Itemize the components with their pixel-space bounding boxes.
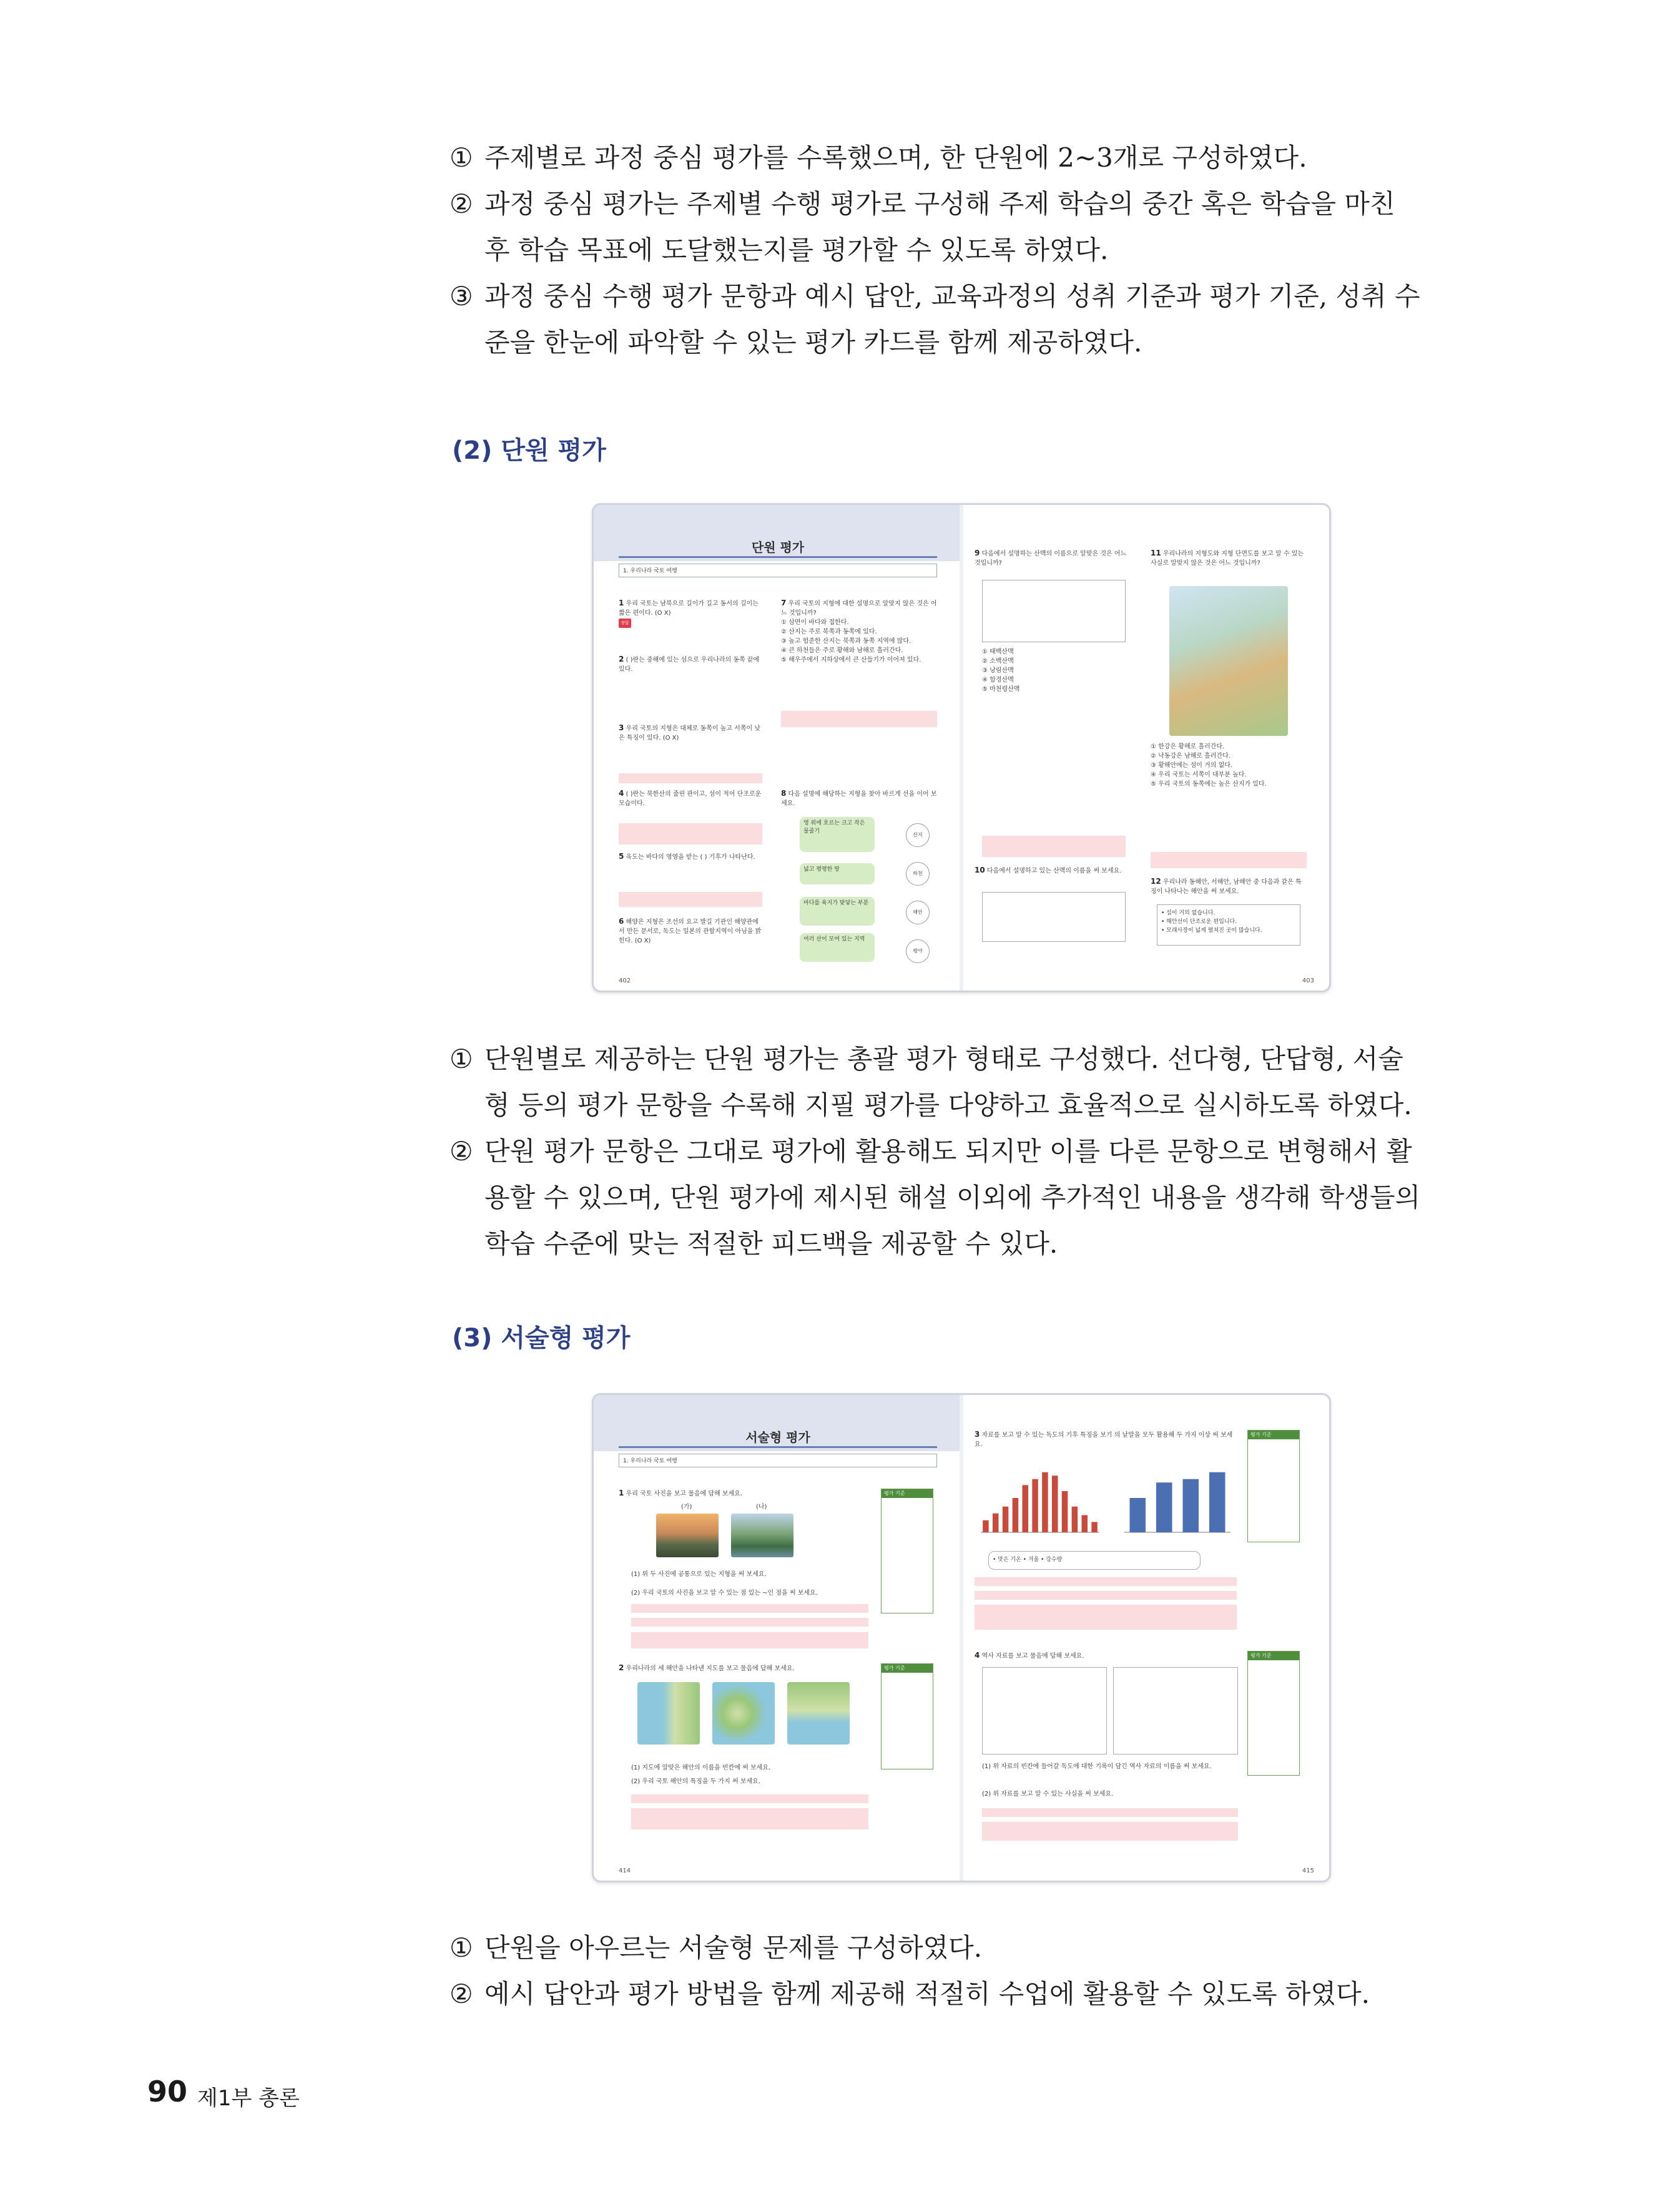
match-item: 여러 산이 모여 있는 지역 xyxy=(800,933,875,962)
question-4-text: 역사 자료를 보고 물음에 답해 보세요. xyxy=(981,1653,1084,1660)
section1-item-2 xyxy=(449,181,1461,273)
chart-bar xyxy=(1062,1491,1068,1532)
coast-map xyxy=(787,1682,850,1745)
item-text: 과정 중심 수행 평가 문항과 예시 답안, 교육과정의 성취 기준과 평가 기준, 성취 수 xyxy=(484,281,1420,311)
match-item: 영 위에 흐르는 크고 작은 물줄기 xyxy=(800,817,875,852)
chart-bar xyxy=(1183,1479,1199,1532)
left-page xyxy=(594,1395,960,1881)
rubric-title: 평가 기준 xyxy=(1248,1652,1299,1660)
page-number-right: 415 xyxy=(1302,1867,1314,1874)
question-1: 1 우리 국토는 남북으로 길이가 길고 동서의 길이는 짧은 편이다. (O X) 정답 xyxy=(619,599,762,628)
explanation-band xyxy=(619,823,762,844)
part-label: 제1부 총론 xyxy=(197,2086,300,2111)
question-1-text: 우리 국토 사진을 보고 물음에 답해 보세요. xyxy=(626,1490,743,1497)
question-8-text: 다음 설명에 해당하는 지형을 찾아 바르게 선을 이어 보세요. xyxy=(781,791,937,807)
question-11-options xyxy=(1151,742,1307,789)
chart-bar xyxy=(1042,1472,1048,1532)
match-target: 해안 xyxy=(906,901,930,924)
question-6: 6 해양은 지형은 조선의 요고 발길 기관인 해양관에서 만든 문서로, 독도는 일본의 관할지역이 아님을 밝힌다. (O X) xyxy=(619,917,762,944)
question-12: 12 우리나라 동해안, 서해안, 남해안 중 다음과 같은 특징이 나타나는 해안을 써 보세요. xyxy=(1151,877,1302,895)
question-2-text: 우리나라의 세 해안을 나타낸 지도를 보고 물음에 답해 보세요. xyxy=(626,1665,795,1672)
question-2-text: ( )란는 중해에 있는 섬으로 우리나라의 동쪽 끝에 있다. xyxy=(619,657,760,673)
item-text-continued: 학습 수준에 맞는 적절한 피드백을 제공할 수 있다. xyxy=(484,1228,1058,1259)
section2-item-2 xyxy=(449,1128,1461,1267)
item-number: ② xyxy=(449,1979,473,2009)
question-1-sub-1: (1) 위 두 사진에 공통으로 있는 지형을 써 보세요. xyxy=(631,1571,767,1578)
item-text-continued: 용할 수 있으며, 단원 평가에 제시된 해설 이외에 추가적인 내용을 생각해 학생들의 xyxy=(484,1182,1421,1213)
rubric-card xyxy=(881,1489,933,1613)
temperature-precip-chart xyxy=(981,1472,1099,1532)
option: ① 한강은 황해로 흘러간다. xyxy=(1151,743,1225,750)
explanation-band xyxy=(631,1794,868,1803)
item-number: ② xyxy=(449,1136,473,1167)
chart-bar xyxy=(1209,1472,1225,1532)
chart-bar xyxy=(1052,1475,1058,1532)
chart-bar xyxy=(1023,1485,1029,1532)
option: ④ 우리 국토는 서쪽이 대부분 높다. xyxy=(1151,771,1247,778)
question-7: 7 우리 국토의 지형에 대한 설명으로 알맞지 않은 것은 어느 것입니까? ① 삼면이 바다와 접한다. ② 산지는 주로 북쪽과 동쪽에 있다. ③ 높고 험준한 산지는 북쪽과 동쪽 지역에 많다. ④ 큰 하천들은 주로 황해와 남해로 흘러간다. ⑤ 해우주에서 지하상에서 큰 산들기가 이어져 있다. xyxy=(781,599,937,663)
item-text: 과정 중심 평가는 주제별 수행 평가로 구성해 주제 학습의 중간 혹은 학습을 마친 xyxy=(484,188,1395,219)
question-9-passage xyxy=(982,580,1126,642)
option: ② 산지는 주로 북쪽과 동쪽에 있다. xyxy=(781,629,877,635)
question-5: 5 육도는 바다의 영영을 받는 ( ) 기후가 나타난다. xyxy=(619,852,755,861)
chart-bar xyxy=(993,1514,999,1532)
question-3: 3 우리 국토의 지형은 대체로 동쪽이 높고 서쪽이 낮은 특징이 있다. (O X) xyxy=(619,723,760,741)
page-number-left: 402 xyxy=(619,977,631,984)
unit-info-bar: 1. 우리나라 국토 여행 xyxy=(619,1454,937,1467)
page-number: 90 xyxy=(147,2075,188,2108)
chart-bar xyxy=(1032,1479,1038,1532)
option: ④ 함경산맥 xyxy=(982,677,1014,683)
question-3-text: 우리 국토의 지형은 대체로 동쪽이 높고 서쪽이 낮은 특징이 있다. xyxy=(619,725,760,741)
question-1: 1 우리 국토 사진을 보고 물음에 답해 보세요. xyxy=(619,1489,743,1497)
coast-map xyxy=(637,1682,700,1745)
landscape-photo xyxy=(731,1514,793,1557)
rubric-card xyxy=(1247,1651,1300,1776)
item-number: ③ xyxy=(449,281,473,311)
question-10: 10 다음에서 설명하고 있는 산맥의 이름을 써 보세요. xyxy=(975,866,1122,874)
question-1-sub-2: (2) 우리 국토의 사진을 보고 알 수 있는 점 있는 ~인 점을 써 보세요. xyxy=(631,1590,818,1597)
right-page xyxy=(963,505,1329,991)
rubric-title: 평가 기준 xyxy=(882,1489,933,1498)
explanation-band xyxy=(619,892,762,907)
history-source xyxy=(982,1667,1107,1754)
question-4-sub-2: (2) 위 자료를 보고 알 수 있는 사실을 써 보세요. xyxy=(982,1791,1114,1798)
unit-eval-spread xyxy=(592,503,1331,992)
item-text-continued: 준을 한눈에 파악할 수 있는 평가 카드를 함께 제공하였다. xyxy=(484,327,1142,358)
section1-list xyxy=(449,135,1461,366)
rubric-card xyxy=(881,1663,933,1769)
explanation-band xyxy=(975,1591,1237,1600)
section-heading-essay-eval: (3) 서술형 평가 xyxy=(452,1324,631,1353)
option: ① 삼면이 바다와 접한다. xyxy=(781,619,849,626)
match-target: 산지 xyxy=(906,823,930,847)
question-4-sub-1: (1) 위 자료의 빈칸에 들어갈 독도에 대한 기록이 담긴 역사 자료의 이름을 써 보세요. xyxy=(982,1763,1212,1770)
question-5-text: 육도는 바다의 영영을 받는 ( ) 기후가 나타난다. xyxy=(626,854,755,861)
question-1-mark: (O X) xyxy=(654,610,671,617)
option: ⑤ 해우주에서 지하상에서 큰 산들기가 이어져 있다. xyxy=(781,657,921,663)
question-1-text: 우리 국토는 남북으로 길이가 길고 동서의 길이는 짧은 편이다. xyxy=(619,600,759,617)
item-number: ① xyxy=(449,1044,473,1074)
match-item: 바다를 육지가 맞닿는 부분 xyxy=(800,897,875,926)
item-number: ① xyxy=(449,142,473,173)
explanation-band xyxy=(631,1808,868,1829)
match-target: 하천 xyxy=(906,862,930,886)
question-2-sub-2: (2) 우리 국토 해안의 특징을 두 가지 써 보세요. xyxy=(631,1778,760,1785)
question-10-passage xyxy=(982,892,1126,942)
chart-bar xyxy=(1130,1498,1146,1532)
section3-item-2 xyxy=(449,1971,1461,2017)
rubric-title: 평가 기준 xyxy=(882,1664,933,1673)
option: ⑤ 우리 국토의 동쪽에는 높은 산지가 있다. xyxy=(1151,781,1267,788)
option: ⑤ 마천령산맥 xyxy=(982,686,1020,693)
question-9: 9 다음에서 설명하는 산맥의 이름으로 알맞은 것은 어느 것입니까? xyxy=(975,549,1127,567)
bullet: • 섬이 거의 없습니다. xyxy=(1161,910,1216,916)
keyword-box xyxy=(988,1551,1201,1570)
question-4: 4 ( )란는 북한산의 줄린 판이고, 섬이 적어 단조로운 모습이다. xyxy=(619,789,762,807)
question-12-text: 우리나라 동해안, 서해안, 남해안 중 다음과 같은 특징이 나타나는 해안을 써 보세요. xyxy=(1151,879,1302,895)
bullet: • 해안선이 단조로운 편입니다. xyxy=(1161,919,1237,925)
unit-eval-title: 단원 평가 xyxy=(751,540,805,555)
question-8: 8 다음 설명에 해당하는 지형을 찾아 바르게 선을 이어 보세요. xyxy=(781,789,937,807)
essay-eval-title: 서술형 평가 xyxy=(745,1430,810,1445)
question-2-sub-1: (1) 지도에 알맞은 해안의 이름을 빈칸에 써 보세요. xyxy=(631,1764,771,1771)
explanation-band xyxy=(982,1808,1238,1817)
photo-label: (가) xyxy=(681,1504,692,1510)
keywords: • 맛은 기온 • 겨울 • 강수량 xyxy=(993,1557,1063,1563)
chart-bar xyxy=(1156,1482,1172,1532)
rubric-card xyxy=(1247,1430,1300,1542)
section1-item-1 xyxy=(449,135,1461,181)
option: ② 소백산맥 xyxy=(982,658,1014,665)
item-text: 단원 평가 문항은 그대로 평가에 활용해도 되지만 이를 다른 문항으로 변형해서 활 xyxy=(484,1136,1412,1167)
explanation-band xyxy=(631,1632,868,1648)
question-11: 11 우리나라의 지형도와 지형 단면도를 보고 알 수 있는 사실로 알맞지 않은 것은 어느 것입니까? xyxy=(1151,549,1304,567)
explanation-band xyxy=(781,711,937,727)
question-12-box xyxy=(1157,904,1300,946)
question-4-text: ( )란는 북한산의 줄린 판이고, 섬이 적어 단조로운 모습이다. xyxy=(619,791,762,807)
explanation-band xyxy=(975,1577,1237,1586)
question-3-mark: (O X) xyxy=(662,735,679,741)
question-3: 3 자료를 보고 알 수 있는 독도의 기후 특징을 보기 의 낱말을 모두 활용해 두 가지 이상 써 보세요. xyxy=(975,1430,1233,1448)
chart-bar xyxy=(1013,1498,1019,1532)
explanation-band xyxy=(975,1605,1237,1630)
question-2: 2 우리나라의 세 해안을 나타낸 지도를 보고 물음에 답해 보세요. xyxy=(619,1663,795,1672)
chart-bar xyxy=(1003,1507,1009,1532)
essay-eval-spread xyxy=(592,1393,1331,1882)
explanation-band xyxy=(1151,852,1307,868)
chart-bar xyxy=(1091,1522,1098,1533)
unit-info-bar: 1. 우리나라 국토 여행 xyxy=(619,564,937,577)
page-number-left: 414 xyxy=(619,1867,631,1874)
explanation-band xyxy=(631,1618,868,1627)
question-2: 2 ( )란는 중해에 있는 섬으로 우리나라의 동쪽 끝에 있다. xyxy=(619,655,760,673)
page-number-right: 403 xyxy=(1302,977,1314,984)
item-number: ② xyxy=(449,188,473,219)
match-item: 넓고 평평한 땅 xyxy=(800,863,875,884)
option: ③ 낭림산맥 xyxy=(982,667,1014,674)
item-text-continued: 후 학습 목표에 도달했는지를 평가할 수 있도록 하였다. xyxy=(484,235,1109,265)
history-source xyxy=(1113,1667,1238,1754)
section2-list xyxy=(449,1036,1461,1267)
question-3-text: 자료를 보고 알 수 있는 독도의 기후 특징을 보기 의 낱말을 모두 활용해 두 가지 이상 써 보세요. xyxy=(975,1432,1233,1448)
explanation-band xyxy=(619,773,762,783)
bullet: • 모래사장이 넓게 펼쳐진 곳이 많습니다. xyxy=(1161,927,1262,934)
chart-bar xyxy=(1072,1507,1078,1532)
chart-bar xyxy=(1082,1515,1088,1533)
section1-item-3 xyxy=(449,273,1461,366)
item-text: 주제별로 과정 중심 평가를 수록했으며, 한 단원에 2~3개로 구성하였다. xyxy=(484,142,1307,173)
option: ② 낙동강은 남해로 흘러간다. xyxy=(1151,753,1230,760)
item-text: 단원을 아우르는 서술형 문제를 구성하였다. xyxy=(484,1932,983,1963)
left-page xyxy=(594,505,960,991)
season-precip-chart xyxy=(1124,1472,1230,1532)
explanation-band xyxy=(982,1822,1238,1841)
coast-map xyxy=(712,1682,775,1745)
option: ③ 높고 험준한 산지는 북쪽과 동쪽 지역에 많다. xyxy=(781,638,911,645)
item-text-continued: 형 등의 평가 문항을 수록해 지필 평가를 다양하고 효율적으로 실시하도록 하였다. xyxy=(484,1090,1412,1120)
landscape-photo xyxy=(656,1514,719,1557)
option: ③ 황해안에는 섬이 거의 없다. xyxy=(1151,762,1233,769)
question-6-mark: (O X) xyxy=(634,937,651,944)
section-heading-unit-eval: (2) 단원 평가 xyxy=(452,436,606,465)
question-6-text: 해양은 지형은 조선의 요고 발길 기관인 해양관에서 만든 문서로, 독도는 일본의 관할지역이 아님을 밝힌다. xyxy=(619,919,762,944)
option: ① 태백산맥 xyxy=(982,648,1014,655)
item-text: 예시 답안과 평가 방법을 함께 제공해 적절히 수업에 활용할 수 있도록 하였다. xyxy=(484,1979,1370,2009)
topographic-map xyxy=(1169,586,1288,736)
question-9-options xyxy=(982,647,1126,694)
question-10-text: 다음에서 설명하고 있는 산맥의 이름을 써 보세요. xyxy=(986,868,1122,874)
match-target: 평야 xyxy=(906,939,930,963)
climate-chart xyxy=(975,1457,1237,1539)
section3-list xyxy=(449,1925,1461,2017)
question-9-text: 다음에서 설명하는 산맥의 이름으로 알맞은 것은 어느 것입니까? xyxy=(975,551,1127,567)
question-11-text: 우리나라의 지형도와 지형 단면도를 보고 알 수 있는 사실로 알맞지 않은 것은 어느 것입니까? xyxy=(1151,551,1304,567)
item-text: 단원별로 제공하는 단원 평가는 총괄 평가 형태로 구성했다. 선다형, 단답형, 서술 xyxy=(484,1044,1403,1074)
chart-bar xyxy=(983,1520,989,1532)
section2-item-1 xyxy=(449,1036,1461,1128)
section3-item-1 xyxy=(449,1925,1461,1971)
explanation-band xyxy=(631,1604,868,1613)
rubric-title: 평가 기준 xyxy=(1248,1431,1299,1439)
option: ④ 큰 하천들은 주로 황해와 남해로 흘러간다. xyxy=(781,647,903,654)
question-7-text: 우리 국토의 지형에 대한 설명으로 알맞지 않은 것은 어느 것입니까? xyxy=(781,600,937,617)
question-4: 4 역사 자료를 보고 물음에 답해 보세요. xyxy=(975,1651,1084,1660)
item-number: ① xyxy=(449,1932,473,1963)
answer-tag: 정답 xyxy=(619,619,631,628)
explanation-band xyxy=(982,836,1126,857)
right-page xyxy=(963,1395,1329,1881)
photo-label: (나) xyxy=(756,1504,767,1510)
